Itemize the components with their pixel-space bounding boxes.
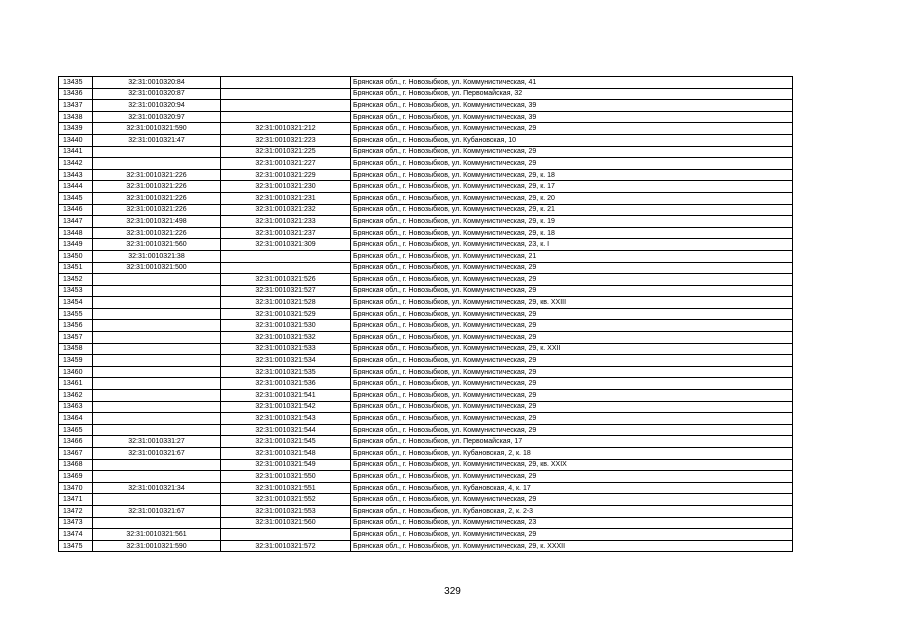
cadastral-number-cell [93, 285, 221, 297]
address-cell: Брянская обл., г. Новозыбков, ул. Кубановская, 2, к. 2-3 [351, 505, 793, 517]
linked-cadastral-number-cell: 32:31:0010321:544 [221, 424, 351, 436]
row-number-cell: 13461 [59, 378, 93, 390]
row-number-cell: 13435 [59, 77, 93, 89]
table-row [59, 517, 793, 529]
table-row [59, 216, 793, 228]
table-row [59, 332, 793, 344]
row-number-cell: 13449 [59, 239, 93, 251]
address-cell: Брянская обл., г. Новозыбков, ул. Коммунистическая, 29 [351, 158, 793, 170]
cadastral-number-cell: 32:31:0010321:34 [93, 482, 221, 494]
linked-cadastral-number-cell [221, 88, 351, 100]
cadastral-number-cell: 32:31:0010321:226 [93, 192, 221, 204]
address-cell: Брянская обл., г. Новозыбков, ул. Коммунистическая, 29, к. 18 [351, 227, 793, 239]
linked-cadastral-number-cell: 32:31:0010321:223 [221, 134, 351, 146]
linked-cadastral-number-cell: 32:31:0010321:232 [221, 204, 351, 216]
linked-cadastral-number-cell [221, 262, 351, 274]
linked-cadastral-number-cell: 32:31:0010321:535 [221, 366, 351, 378]
cadastral-number-cell [93, 355, 221, 367]
table-row [59, 401, 793, 413]
table-row [59, 424, 793, 436]
row-number-cell: 13442 [59, 158, 93, 170]
linked-cadastral-number-cell: 32:31:0010321:530 [221, 320, 351, 332]
linked-cadastral-number-cell [221, 111, 351, 123]
address-cell: Брянская обл., г. Новозыбков, ул. Коммунистическая, 29 [351, 146, 793, 158]
linked-cadastral-number-cell: 32:31:0010321:237 [221, 227, 351, 239]
linked-cadastral-number-cell: 32:31:0010321:542 [221, 401, 351, 413]
table-row [59, 134, 793, 146]
registry-table-body [59, 77, 793, 552]
row-number-cell: 13463 [59, 401, 93, 413]
row-number-cell: 13473 [59, 517, 93, 529]
linked-cadastral-number-cell: 32:31:0010321:231 [221, 192, 351, 204]
table-row [59, 204, 793, 216]
row-number-cell: 13459 [59, 355, 93, 367]
address-cell: Брянская обл., г. Новозыбков, ул. Коммунистическая, 29, к. 18 [351, 169, 793, 181]
address-cell: Брянская обл., г. Новозыбков, ул. Коммунистическая, 29, к. 19 [351, 216, 793, 228]
cadastral-number-cell [93, 274, 221, 286]
address-cell: Брянская обл., г. Новозыбков, ул. Коммунистическая, 29 [351, 529, 793, 541]
table-row [59, 436, 793, 448]
linked-cadastral-number-cell: 32:31:0010321:550 [221, 471, 351, 483]
cadastral-number-cell [93, 297, 221, 309]
linked-cadastral-number-cell: 32:31:0010321:526 [221, 274, 351, 286]
linked-cadastral-number-cell: 32:31:0010321:532 [221, 332, 351, 344]
table-row [59, 285, 793, 297]
linked-cadastral-number-cell: 32:31:0010321:528 [221, 297, 351, 309]
cadastral-number-cell [93, 494, 221, 506]
address-cell: Брянская обл., г. Новозыбков, ул. Коммунистическая, 29 [351, 390, 793, 402]
table-row [59, 471, 793, 483]
table-row [59, 111, 793, 123]
table-row [59, 262, 793, 274]
address-cell: Брянская обл., г. Новозыбков, ул. Коммунистическая, 29 [351, 424, 793, 436]
row-number-cell: 13446 [59, 204, 93, 216]
table-row [59, 146, 793, 158]
row-number-cell: 13438 [59, 111, 93, 123]
cadastral-number-cell [93, 343, 221, 355]
table-row [59, 320, 793, 332]
table-row [59, 169, 793, 181]
table-row [59, 413, 793, 425]
table-row [59, 239, 793, 251]
row-number-cell: 13444 [59, 181, 93, 193]
linked-cadastral-number-cell: 32:31:0010321:229 [221, 169, 351, 181]
row-number-cell: 13462 [59, 390, 93, 402]
table-row [59, 343, 793, 355]
cadastral-number-cell: 32:31:0010321:67 [93, 505, 221, 517]
cadastral-number-cell: 32:31:0010321:560 [93, 239, 221, 251]
linked-cadastral-number-cell: 32:31:0010321:572 [221, 540, 351, 552]
table-row [59, 505, 793, 517]
cadastral-number-cell [93, 378, 221, 390]
table-row [59, 297, 793, 309]
row-number-cell: 13437 [59, 100, 93, 112]
page-number: 329 [444, 586, 461, 597]
row-number-cell: 13465 [59, 424, 93, 436]
cadastral-number-cell: 32:31:0010321:47 [93, 134, 221, 146]
linked-cadastral-number-cell: 32:31:0010321:551 [221, 482, 351, 494]
linked-cadastral-number-cell: 32:31:0010321:534 [221, 355, 351, 367]
table-row [59, 390, 793, 402]
cadastral-number-cell: 32:31:0010320:87 [93, 88, 221, 100]
cadastral-number-cell: 32:31:0010321:590 [93, 540, 221, 552]
table-row [59, 192, 793, 204]
cadastral-number-cell: 32:31:0010321:226 [93, 227, 221, 239]
row-number-cell: 13453 [59, 285, 93, 297]
address-cell: Брянская обл., г. Новозыбков, ул. Коммунистическая, 29 [351, 378, 793, 390]
row-number-cell: 13440 [59, 134, 93, 146]
address-cell: Брянская обл., г. Новозыбков, ул. Первомайская, 17 [351, 436, 793, 448]
cadastral-number-cell [93, 320, 221, 332]
row-number-cell: 13471 [59, 494, 93, 506]
address-cell: Брянская обл., г. Новозыбков, ул. Коммунистическая, 29 [351, 366, 793, 378]
address-cell: Брянская обл., г. Новозыбков, ул. Коммунистическая, 29, к. XXII [351, 343, 793, 355]
address-cell: Брянская обл., г. Новозыбков, ул. Коммунистическая, 29, кв. XXIII [351, 297, 793, 309]
linked-cadastral-number-cell: 32:31:0010321:549 [221, 459, 351, 471]
row-number-cell: 13472 [59, 505, 93, 517]
address-cell: Брянская обл., г. Новозыбков, ул. Коммунистическая, 29 [351, 413, 793, 425]
address-cell: Брянская обл., г. Новозыбков, ул. Коммунистическая, 29 [351, 285, 793, 297]
address-cell: Брянская обл., г. Новозыбков, ул. Первомайская, 32 [351, 88, 793, 100]
address-cell: Брянская обл., г. Новозыбков, ул. Коммунистическая, 39 [351, 100, 793, 112]
row-number-cell: 13475 [59, 540, 93, 552]
cadastral-number-cell [93, 146, 221, 158]
row-number-cell: 13454 [59, 297, 93, 309]
cadastral-number-cell [93, 401, 221, 413]
address-cell: Брянская обл., г. Новозыбков, ул. Кубановская, 4, к. 17 [351, 482, 793, 494]
linked-cadastral-number-cell: 32:31:0010321:545 [221, 436, 351, 448]
linked-cadastral-number-cell: 32:31:0010321:233 [221, 216, 351, 228]
address-cell: Брянская обл., г. Новозыбков, ул. Коммунистическая, 29 [351, 262, 793, 274]
row-number-cell: 13457 [59, 332, 93, 344]
cadastral-number-cell: 32:31:0010321:498 [93, 216, 221, 228]
linked-cadastral-number-cell: 32:31:0010321:212 [221, 123, 351, 135]
linked-cadastral-number-cell: 32:31:0010321:533 [221, 343, 351, 355]
linked-cadastral-number-cell: 32:31:0010321:227 [221, 158, 351, 170]
address-cell: Брянская обл., г. Новозыбков, ул. Коммунистическая, 29, к. XXXII [351, 540, 793, 552]
linked-cadastral-number-cell: 32:31:0010321:309 [221, 239, 351, 251]
cadastral-number-cell: 32:31:0010321:561 [93, 529, 221, 541]
address-cell: Брянская обл., г. Новозыбков, ул. Коммунистическая, 29 [351, 355, 793, 367]
cadastral-number-cell [93, 413, 221, 425]
linked-cadastral-number-cell [221, 100, 351, 112]
address-cell: Брянская обл., г. Новозыбков, ул. Коммунистическая, 41 [351, 77, 793, 89]
address-cell: Брянская обл., г. Новозыбков, ул. Коммунистическая, 29, к. 21 [351, 204, 793, 216]
cadastral-number-cell: 32:31:0010320:97 [93, 111, 221, 123]
linked-cadastral-number-cell: 32:31:0010321:560 [221, 517, 351, 529]
cadastral-number-cell: 32:31:0010331:27 [93, 436, 221, 448]
row-number-cell: 13469 [59, 471, 93, 483]
address-cell: Брянская обл., г. Новозыбков, ул. Коммунистическая, 29 [351, 401, 793, 413]
row-number-cell: 13455 [59, 308, 93, 320]
address-cell: Брянская обл., г. Новозыбков, ул. Коммунистическая, 23, к. I [351, 239, 793, 251]
table-row [59, 355, 793, 367]
row-number-cell: 13452 [59, 274, 93, 286]
linked-cadastral-number-cell: 32:31:0010321:527 [221, 285, 351, 297]
linked-cadastral-number-cell [221, 529, 351, 541]
address-cell: Брянская обл., г. Новозыбков, ул. Коммунистическая, 21 [351, 250, 793, 262]
address-cell: Брянская обл., г. Новозыбков, ул. Коммунистическая, 29 [351, 274, 793, 286]
linked-cadastral-number-cell: 32:31:0010321:541 [221, 390, 351, 402]
linked-cadastral-number-cell: 32:31:0010321:536 [221, 378, 351, 390]
table-row [59, 494, 793, 506]
row-number-cell: 13450 [59, 250, 93, 262]
cadastral-number-cell [93, 471, 221, 483]
address-cell: Брянская обл., г. Новозыбков, ул. Кубановская, 2, к. 18 [351, 448, 793, 460]
linked-cadastral-number-cell [221, 250, 351, 262]
row-number-cell: 13439 [59, 123, 93, 135]
table-row [59, 378, 793, 390]
address-cell: Брянская обл., г. Новозыбков, ул. Коммунистическая, 29 [351, 332, 793, 344]
row-number-cell: 13451 [59, 262, 93, 274]
cadastral-number-cell [93, 308, 221, 320]
row-number-cell: 13447 [59, 216, 93, 228]
table-row [59, 123, 793, 135]
row-number-cell: 13474 [59, 529, 93, 541]
cadastral-number-cell: 32:31:0010321:226 [93, 204, 221, 216]
registry-table [58, 76, 793, 552]
cadastral-number-cell [93, 366, 221, 378]
cadastral-number-cell: 32:31:0010320:84 [93, 77, 221, 89]
address-cell: Брянская обл., г. Новозыбков, ул. Коммунистическая, 29 [351, 471, 793, 483]
table-row [59, 529, 793, 541]
address-cell: Брянская обл., г. Новозыбков, ул. Кубановская, 10 [351, 134, 793, 146]
table-row [59, 366, 793, 378]
table-row [59, 459, 793, 471]
row-number-cell: 13470 [59, 482, 93, 494]
row-number-cell: 13456 [59, 320, 93, 332]
table-row [59, 88, 793, 100]
linked-cadastral-number-cell: 32:31:0010321:553 [221, 505, 351, 517]
table-row [59, 158, 793, 170]
cadastral-number-cell [93, 332, 221, 344]
table-row [59, 274, 793, 286]
row-number-cell: 13468 [59, 459, 93, 471]
row-number-cell: 13458 [59, 343, 93, 355]
row-number-cell: 13464 [59, 413, 93, 425]
table-row [59, 250, 793, 262]
address-cell: Брянская обл., г. Новозыбков, ул. Коммунистическая, 29 [351, 494, 793, 506]
address-cell: Брянская обл., г. Новозыбков, ул. Коммунистическая, 29, к. 20 [351, 192, 793, 204]
row-number-cell: 13436 [59, 88, 93, 100]
table-row [59, 227, 793, 239]
linked-cadastral-number-cell: 32:31:0010321:529 [221, 308, 351, 320]
cadastral-number-cell [93, 459, 221, 471]
linked-cadastral-number-cell [221, 77, 351, 89]
linked-cadastral-number-cell: 32:31:0010321:543 [221, 413, 351, 425]
address-cell: Брянская обл., г. Новозыбков, ул. Коммунистическая, 29, к. 17 [351, 181, 793, 193]
address-cell: Брянская обл., г. Новозыбков, ул. Коммунистическая, 29 [351, 308, 793, 320]
cadastral-number-cell: 32:31:0010321:38 [93, 250, 221, 262]
address-cell: Брянская обл., г. Новозыбков, ул. Коммунистическая, 29 [351, 320, 793, 332]
table-row [59, 77, 793, 89]
cadastral-number-cell [93, 390, 221, 402]
table-row [59, 308, 793, 320]
linked-cadastral-number-cell: 32:31:0010321:230 [221, 181, 351, 193]
address-cell: Брянская обл., г. Новозыбков, ул. Коммунистическая, 29, кв. XXIX [351, 459, 793, 471]
row-number-cell: 13460 [59, 366, 93, 378]
cadastral-number-cell: 32:31:0010321:67 [93, 448, 221, 460]
cadastral-number-cell [93, 424, 221, 436]
linked-cadastral-number-cell: 32:31:0010321:552 [221, 494, 351, 506]
row-number-cell: 13466 [59, 436, 93, 448]
cadastral-number-cell: 32:31:0010321:226 [93, 181, 221, 193]
row-number-cell: 13443 [59, 169, 93, 181]
cadastral-number-cell: 32:31:0010321:590 [93, 123, 221, 135]
address-cell: Брянская обл., г. Новозыбков, ул. Коммунистическая, 23 [351, 517, 793, 529]
table-row [59, 181, 793, 193]
address-cell: Брянская обл., г. Новозыбков, ул. Коммунистическая, 39 [351, 111, 793, 123]
linked-cadastral-number-cell: 32:31:0010321:225 [221, 146, 351, 158]
table-row [59, 100, 793, 112]
row-number-cell: 13448 [59, 227, 93, 239]
row-number-cell: 13441 [59, 146, 93, 158]
cadastral-number-cell [93, 517, 221, 529]
row-number-cell: 13467 [59, 448, 93, 460]
cadastral-number-cell: 32:31:0010321:500 [93, 262, 221, 274]
table-row [59, 448, 793, 460]
cadastral-number-cell: 32:31:0010321:226 [93, 169, 221, 181]
linked-cadastral-number-cell: 32:31:0010321:548 [221, 448, 351, 460]
cadastral-number-cell [93, 158, 221, 170]
address-cell: Брянская обл., г. Новозыбков, ул. Коммунистическая, 29 [351, 123, 793, 135]
table-row [59, 482, 793, 494]
cadastral-number-cell: 32:31:0010320:94 [93, 100, 221, 112]
table-row [59, 540, 793, 552]
row-number-cell: 13445 [59, 192, 93, 204]
